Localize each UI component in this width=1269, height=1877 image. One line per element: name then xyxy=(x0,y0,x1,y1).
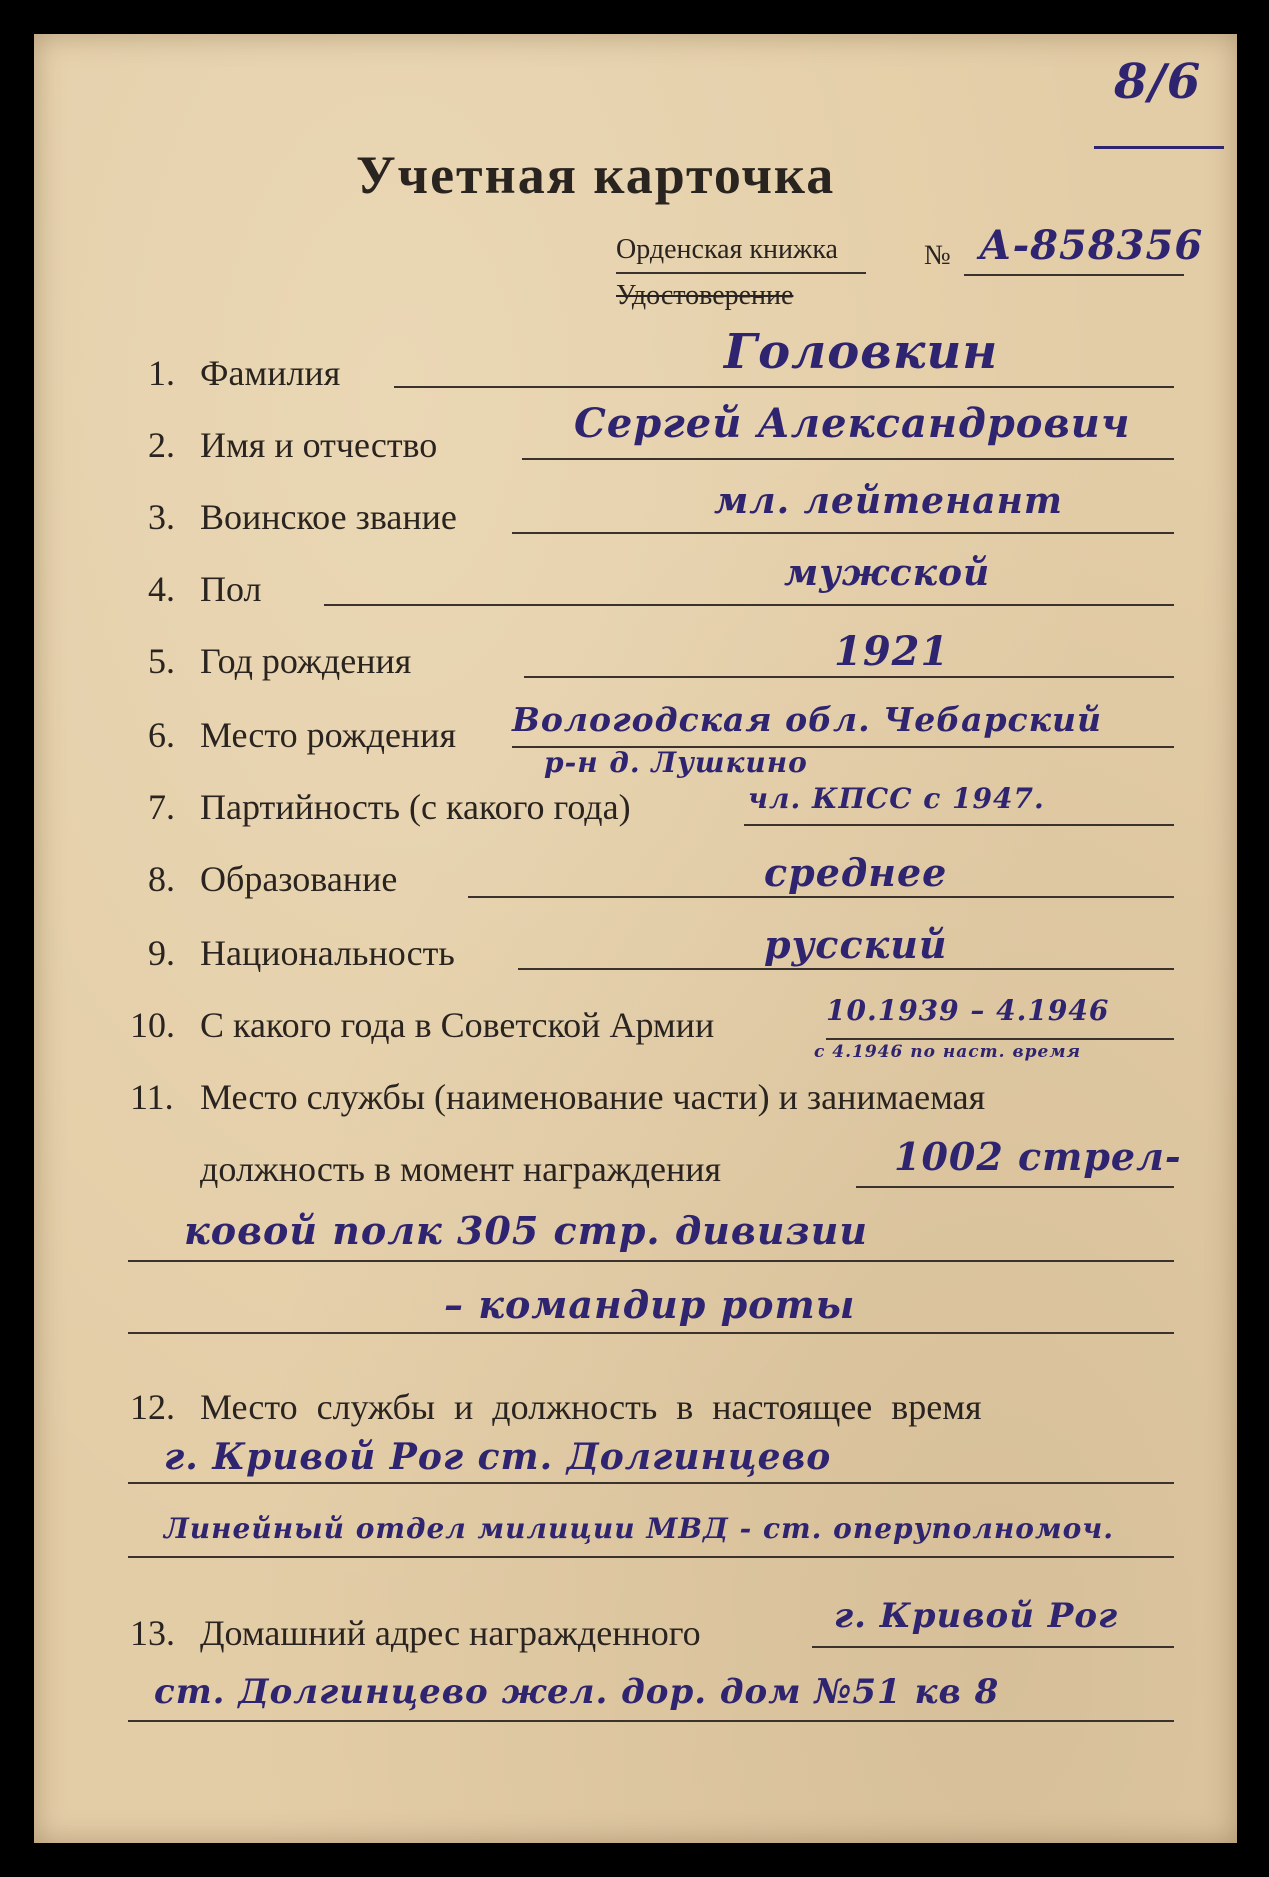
field-8-number: 8. xyxy=(148,859,175,899)
field-2-line xyxy=(522,458,1174,460)
field-8-line xyxy=(468,896,1174,898)
field-4-line xyxy=(324,604,1174,606)
field-9-line xyxy=(518,968,1174,970)
field-10-label: С какого года в Советской Армии xyxy=(200,1005,715,1045)
field-10-line xyxy=(826,1038,1174,1040)
field-1-label: Фамилия xyxy=(200,353,341,393)
book-label-underline xyxy=(616,272,866,274)
field-5-value: 1921 xyxy=(834,628,950,675)
field-2-number: 2. xyxy=(148,425,175,465)
field-11-label-line1: Место службы (наименование части) и занимаемая xyxy=(200,1077,986,1117)
field-11-line-1 xyxy=(856,1186,1174,1188)
field-12-line-2 xyxy=(128,1556,1174,1558)
field-5-number: 5. xyxy=(148,641,175,681)
field-11-line-2 xyxy=(128,1260,1174,1262)
field-12-number: 12. xyxy=(130,1387,175,1427)
field-7-line xyxy=(744,824,1174,826)
field-10-number: 10. xyxy=(130,1005,175,1045)
field-1-line xyxy=(394,386,1174,388)
field-3-line xyxy=(512,532,1174,534)
field-12-value-line1: г. Кривой Рог ст. Долгинцево xyxy=(164,1436,832,1478)
field-6-value-line2: р-н д. Лушкино xyxy=(544,746,808,779)
field-10-value-line1: 10.1939 – 4.1946 xyxy=(826,994,1110,1027)
field-12-value-line2: Линейный отдел милиции МВД - ст. оперуполномоч. xyxy=(164,1512,1115,1545)
field-13-value-line1: г. Кривой Рог xyxy=(834,1596,1119,1636)
field-9-value: русский xyxy=(764,922,948,967)
field-13-value-line2: ст. Долгинцево жел. дор. дом №51 кв 8 xyxy=(154,1672,1000,1712)
field-13-line-1 xyxy=(812,1646,1174,1648)
field-1-value: Головкин xyxy=(724,324,999,380)
field-5-label: Год рождения xyxy=(200,641,412,681)
field-1-number: 1. xyxy=(148,353,175,393)
field-13-line-2 xyxy=(128,1720,1174,1722)
book-number: А-858356 xyxy=(979,222,1204,269)
field-8-value: среднее xyxy=(764,850,948,895)
field-3-value: мл. лейтенант xyxy=(714,480,1063,522)
record-card xyxy=(34,34,1237,1843)
field-6-value-line1: Вологодская обл. Чебарский xyxy=(512,700,1102,739)
field-2-label: Имя и отчество xyxy=(200,425,438,465)
field-11-line-3 xyxy=(128,1332,1174,1334)
corner-mark: 8/6 xyxy=(1114,54,1202,110)
field-9-label: Национальность xyxy=(200,933,455,973)
corner-mark-underline xyxy=(1094,146,1224,149)
field-13-number: 13. xyxy=(130,1613,175,1653)
field-7-value: чл. КПСС с 1947. xyxy=(748,782,1045,815)
field-10-value-line2: с 4.1946 по наст. время xyxy=(814,1042,1082,1062)
field-11-value-line3: – командир роты xyxy=(444,1282,856,1327)
field-4-value: мужской xyxy=(784,552,991,594)
field-12-label: Место службы и должность в настоящее время xyxy=(200,1387,982,1427)
field-4-number: 4. xyxy=(148,569,175,609)
certificate-label: Удостоверение xyxy=(616,280,794,311)
page-title: Учетная карточка xyxy=(356,145,836,205)
field-12-line-1 xyxy=(128,1482,1174,1484)
field-11-number: 11. xyxy=(130,1077,174,1117)
field-7-label: Партийность (с какого года) xyxy=(200,787,631,827)
field-6-label: Место рождения xyxy=(200,715,457,755)
field-11-label-line2: должность в момент награждения xyxy=(200,1149,722,1189)
no-sign: № xyxy=(924,240,951,271)
field-3-number: 3. xyxy=(148,497,175,537)
field-4-label: Пол xyxy=(200,569,262,609)
field-6-number: 6. xyxy=(148,715,175,755)
field-11-value-line1: 1002 стрел- xyxy=(894,1134,1182,1179)
book-label: Орденская книжка xyxy=(616,234,838,265)
field-2-value: Сергей Александрович xyxy=(574,400,1131,447)
book-number-underline xyxy=(964,274,1184,276)
field-13-label: Домашний адрес награжденного xyxy=(200,1613,701,1653)
field-8-label: Образование xyxy=(200,859,398,899)
field-7-number: 7. xyxy=(148,787,175,827)
field-9-number: 9. xyxy=(148,933,175,973)
field-3-label: Воинское звание xyxy=(200,497,457,537)
field-11-value-line2: ковой полк 305 стр. дивизии xyxy=(184,1208,869,1253)
field-5-line xyxy=(524,676,1174,678)
